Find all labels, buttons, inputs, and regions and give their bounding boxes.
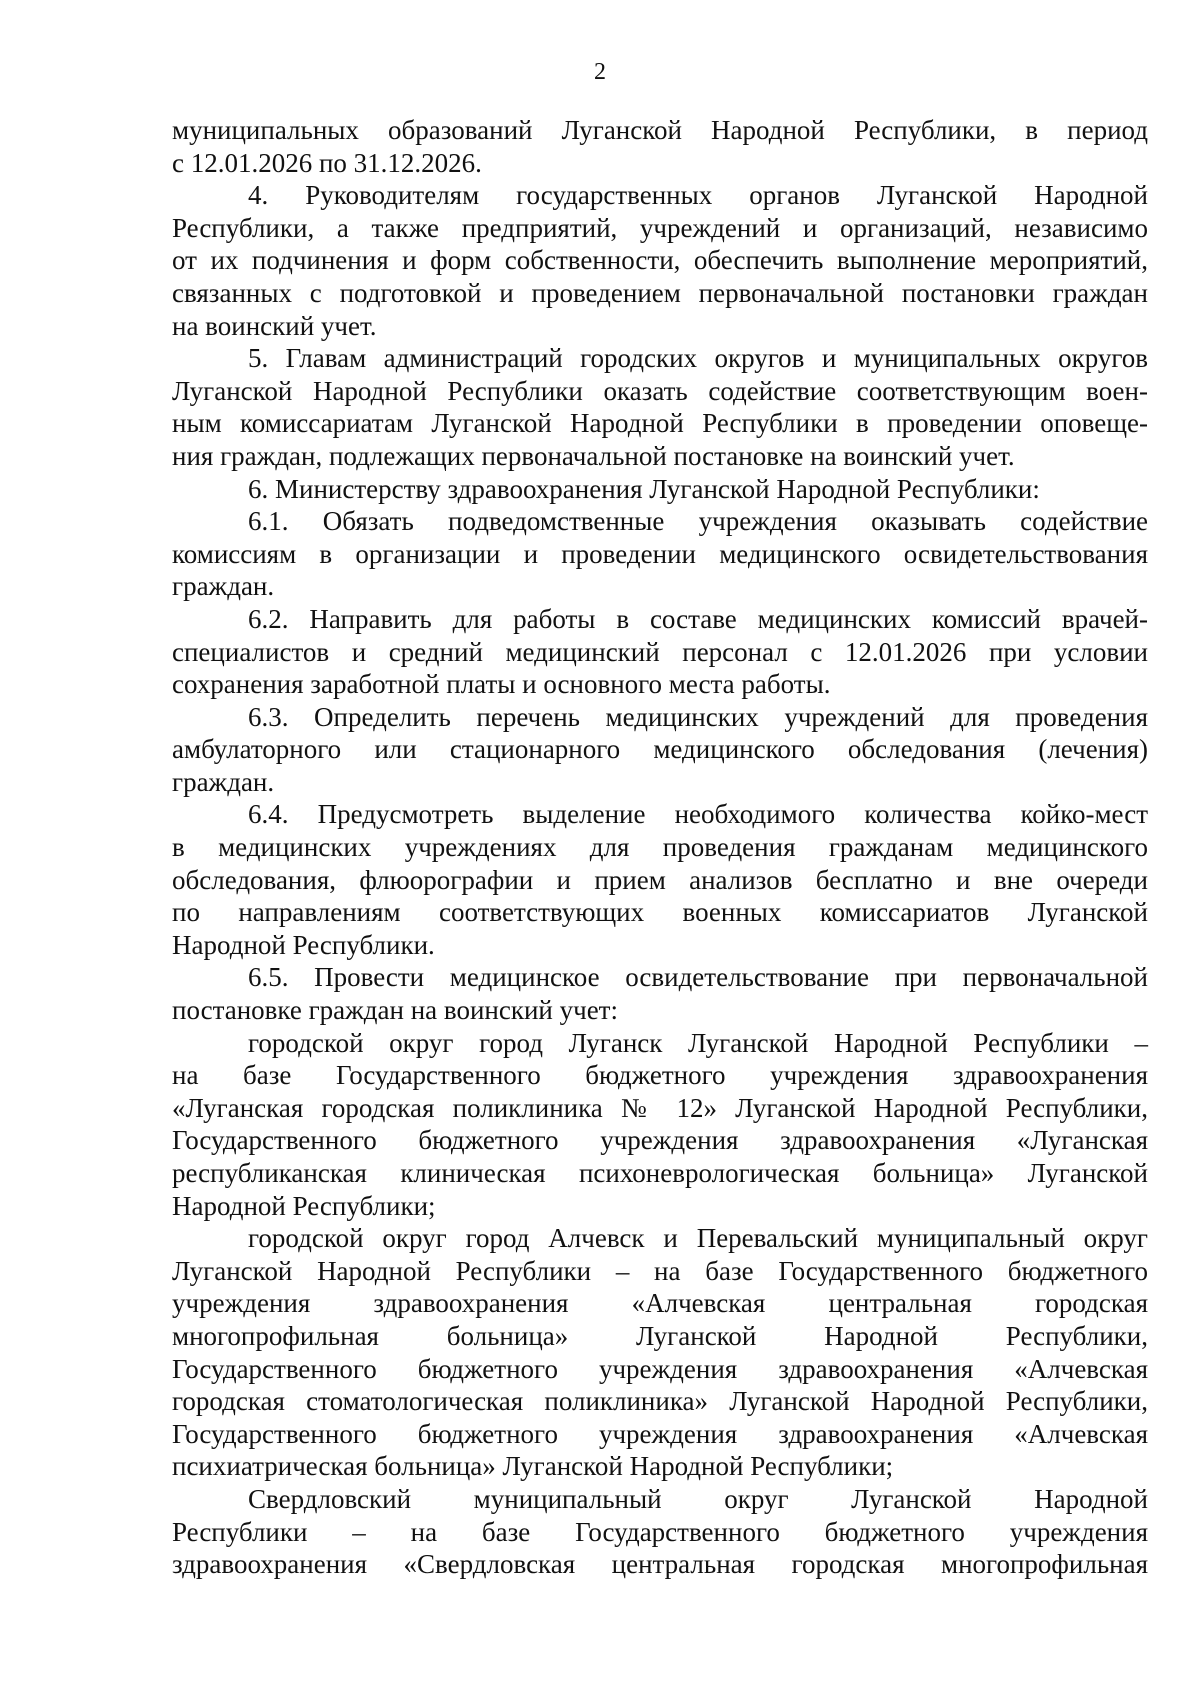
text-line: в медицинских учреждениях для проведения гражданам медицинского [172,832,1148,863]
document-body [172,114,1148,1581]
text-line: Луганской Народной Республики оказать содействие соответствующим воен- [172,375,1148,406]
text-line: обследования, флюорографии и прием анализов бесплатно и вне очереди [172,864,1148,895]
text-line: Луганской Народной Республики – на базе Государственного бюджетного [172,1255,1148,1286]
text-line: 5. Главам администраций городских округов и муниципальных округов [248,343,1148,374]
text-line: на базе Государственного бюджетного учреждения здравоохранения [172,1060,1148,1091]
text-line: ния граждан, подлежащих первоначальной постановке на воинский учет. [172,440,1015,471]
text-line: 4. Руководителям государственных органов Луганской Народной [248,180,1148,211]
text-line: Государственного бюджетного учреждения здравоохранения «Алчевская [172,1418,1148,1449]
text-line: Государственного бюджетного учреждения здравоохранения «Луганская [172,1125,1148,1156]
text-line: городская стоматологическая поликлиника» Луганской Народной Республики, [172,1386,1148,1417]
text-line: комиссиям в организации и проведении медицинского освидетельствования [172,538,1148,569]
text-line: Республики – на базе Государственного бюджетного учреждения [172,1516,1148,1547]
text-line: 6.3. Определить перечень медицинских учреждений для проведения [248,701,1148,732]
text-line: 6.2. Направить для работы в составе медицинских комиссий врачей- [248,603,1148,634]
text-line: амбулаторного или стационарного медицинского обследования (лечения) [172,734,1148,765]
text-line: муниципальных образований Луганской Народной Республики, в период [172,115,1148,145]
page-number: 2 [594,59,606,85]
text-line: многопрофильная больница» Луганской Народной Республики, [172,1320,1148,1351]
text-line: сохранения заработной платы и основного места работы. [172,669,831,700]
text-line: Народной Республики; [172,1190,436,1221]
text-line: «Луганская городская поликлиника № 12» Луганской Народной Республики, [172,1092,1148,1123]
text-line: республиканская клиническая психоневрологическая больница» Луганской [172,1158,1148,1188]
text-line: граждан. [172,766,275,797]
text-line: на воинский учет. [172,310,377,341]
text-line: Государственного бюджетного учреждения здравоохранения «Алчевская [172,1353,1148,1384]
text-line: психиатрическая больница» Луганской Народной Республики; [172,1451,894,1482]
text-line: специалистов и средний медицинский персонал с 12.01.2026 при условии [172,636,1148,667]
text-line: 6.5. Провести медицинское освидетельствование при первоначальной [248,962,1148,993]
text-line: с 12.01.2026 по 31.12.2026. [172,147,482,178]
text-line: ным комиссариатам Луганской Народной Республики в проведении оповеще- [172,408,1148,439]
text-line: постановке граждан на воинский учет: [172,995,618,1026]
text-line: 6. Министерству здравоохранения Луганской Народной Республики: [248,473,1040,504]
text-line: граждан. [172,571,275,602]
text-line: 6.1. Обязать подведомственные учреждения оказывать содействие [248,506,1148,537]
text-line: связанных с подготовкой и проведением первоначальной постановки граждан [172,277,1148,308]
text-line: учреждения здравоохранения «Алчевская центральная городская [172,1288,1148,1319]
text-line: от их подчинения и форм собственности, обеспечить выполнение мероприятий, [172,245,1148,276]
text-line: по направлениям соответствующих военных комиссариатов Луганской [172,897,1148,928]
text-line: городской округ город Луганск Луганской Народной Республики – [248,1027,1148,1058]
text-line: Республики, а также предприятий, учреждений и организаций, независимо [172,212,1148,243]
text-line: Народной Республики. [172,929,435,960]
text-line: городской округ город Алчевск и Перевальский муниципальный округ [248,1223,1148,1254]
text-line: Свердловский муниципальный округ Луганской Народной [248,1483,1148,1514]
text-line: 6.4. Предусмотреть выделение необходимого количества койко-мест [248,799,1148,830]
text-line: здравоохранения «Свердловская центральная городская многопрофильная [172,1549,1148,1580]
